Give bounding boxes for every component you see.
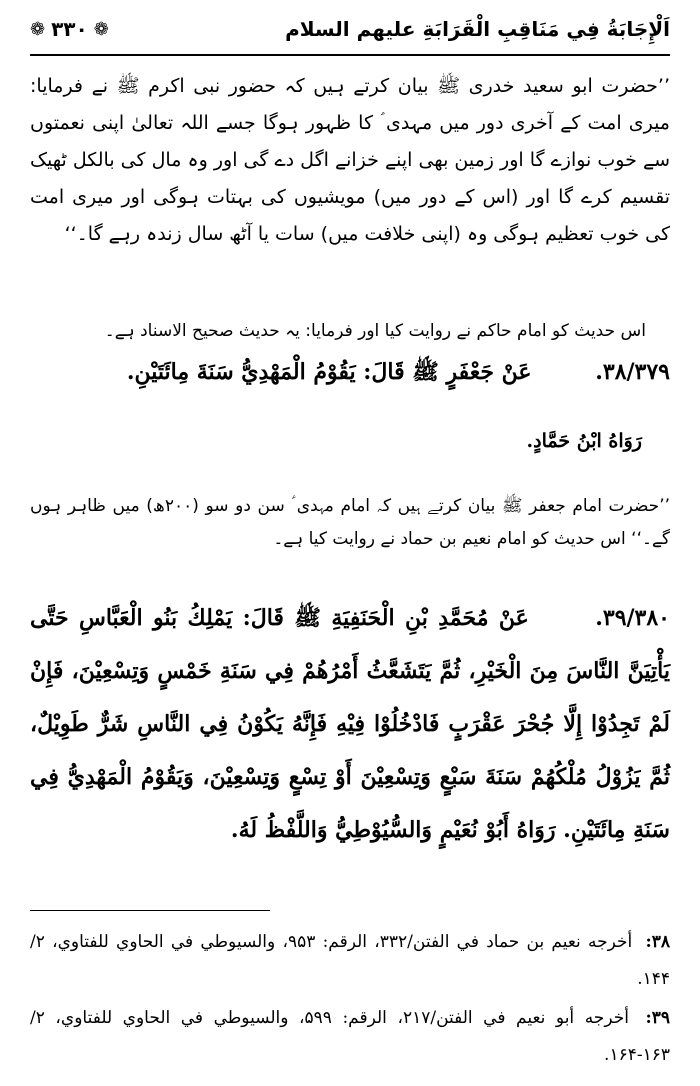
hadith-1-text: عَنْ جَعْفَرٍ ﷺ قَالَ: يَقُوْمُ الْمَهْدِيُّ سَنَةَ مِائَتَيْنِ. [126, 359, 532, 385]
footnote-38-number: ۳۸: [645, 932, 671, 952]
urdu-translation-2 [30, 490, 670, 556]
footnote-39-text: أخرجه أبو نعيم في الفتن/۲۱۷، الرقم: ۵۹۹، والسيوطي في الحاوي للفتاوي، ۲/ ۱۶۳-۱۶۴. [30, 1008, 670, 1065]
ornament-right-icon: ❁ [93, 18, 109, 40]
hadith-2 [30, 592, 670, 857]
footnote-39-number: ۳۹: [645, 1008, 671, 1028]
running-title: اَلْإِجَابَةُ فِي مَنَاقِبِ الْقَرَابَةِ علیهم السلام [285, 17, 670, 41]
urdu-translation-1 [30, 68, 670, 253]
urdu-translation-2-text: ’’حضرت امام جعفر ﷺ بیان کرتے ہیں کہ امام مہدی ؑ سن دو سو (۲۰۰ھ) میں ظاہر ہوں گے۔‘‘ اس حدیث کو امام نعیم بن حماد نے روایت کیا ہے۔ [30, 496, 671, 549]
footnote-38-text: أخرجه نعيم بن حماد في الفتن/۳۳۲، الرقم: ۹۵۳، والسيوطي في الحاوي للفتاوي، ۲/ ۱۴۴. [30, 932, 670, 989]
page-number-block [30, 17, 109, 41]
urdu-translation-1-text: ’’حضرت ابو سعید خدری ﷺ بیان کرتے ہیں کہ حضور نبی اکرم ﷺ نے فرمایا: میری امت کے آخری دور میں مہدی ؑ کا ظہور ہوگا جسے اللہ تعالیٰ اپنی نعمتوں سے خوب نوازے گا اور زمین بھی اپنے خزانے اگل دے گی اور وہ مال کی بالکل ٹھیک تقسیم کرے گا اور (اس کے دور میں) مویشیوں کی بہتات ہوگی اور میری امت کی خوب تعظیم ہوگی وہ (اپنی خلافت میں) سات یا آٹھ سال زندہ رہے گا۔‘‘ [30, 75, 670, 245]
hadith-1 [30, 350, 670, 394]
page-header [30, 10, 670, 48]
footnote-39 [30, 1000, 670, 1074]
page-number: ۳۳۰ [51, 17, 88, 41]
urdu-source-note-1-text: اس حدیث کو امام حاکم نے روایت کیا اور فرمایا: یہ حدیث صحیح الاسناد ہے۔ [104, 321, 646, 341]
footnote-divider [30, 910, 270, 911]
hadith-2-text: عَنْ مُحَمَّدِ بْنِ الْحَنَفِيَةِ ﷺ قَالَ: يَمْلِكُ بَنُو الْعَبَّاسِ حَتَّى يَأْتِيَنَّ النَّاسَ مِنَ الْخَيْرِ، ثُمَّ يَتَشَعَّثُ أَمْرُهُمْ فِي سَنَةِ خَمْسٍ وَتِسْعِيْنَ، فَإِنْ لَمْ تَجِدُوْا إِلَّا جُحْرَ عَقْرَبٍ فَادْخُلُوْا فِيْهِ فَإِنَّهُ يَكُوْنُ فِي النَّاسِ شَرٌّ طَوِيْلٌ، ثُمَّ يَزُوْلُ مُلْكُهُمْ سَنَةَ سَبْعٍ وَتِسْعِيْنَ أَوْ تِسْعٍ وَتِسْعِيْنَ، وَيَقُوْمُ الْمَهْدِيُّ فِي سَنَةِ مِائَتَيْنِ. رَوَاهُ أَبُوْ نُعَيْمٍ وَالسُّيُوْطِيُّ وَاللَّفْظُ لَهُ. [30, 605, 670, 843]
hadith-1-number: ۳۸/۳۷۹. [595, 359, 670, 385]
urdu-source-note-1 [30, 316, 670, 346]
header-divider [30, 54, 670, 56]
footnote-38 [30, 924, 670, 998]
ornament-left-icon: ❁ [30, 18, 46, 40]
hadith-1-narrator: رَوَاهُ ابْنُ حَمَّادٍ. [526, 430, 642, 452]
hadith-2-number: ۳۹/۳۸۰. [595, 605, 670, 631]
